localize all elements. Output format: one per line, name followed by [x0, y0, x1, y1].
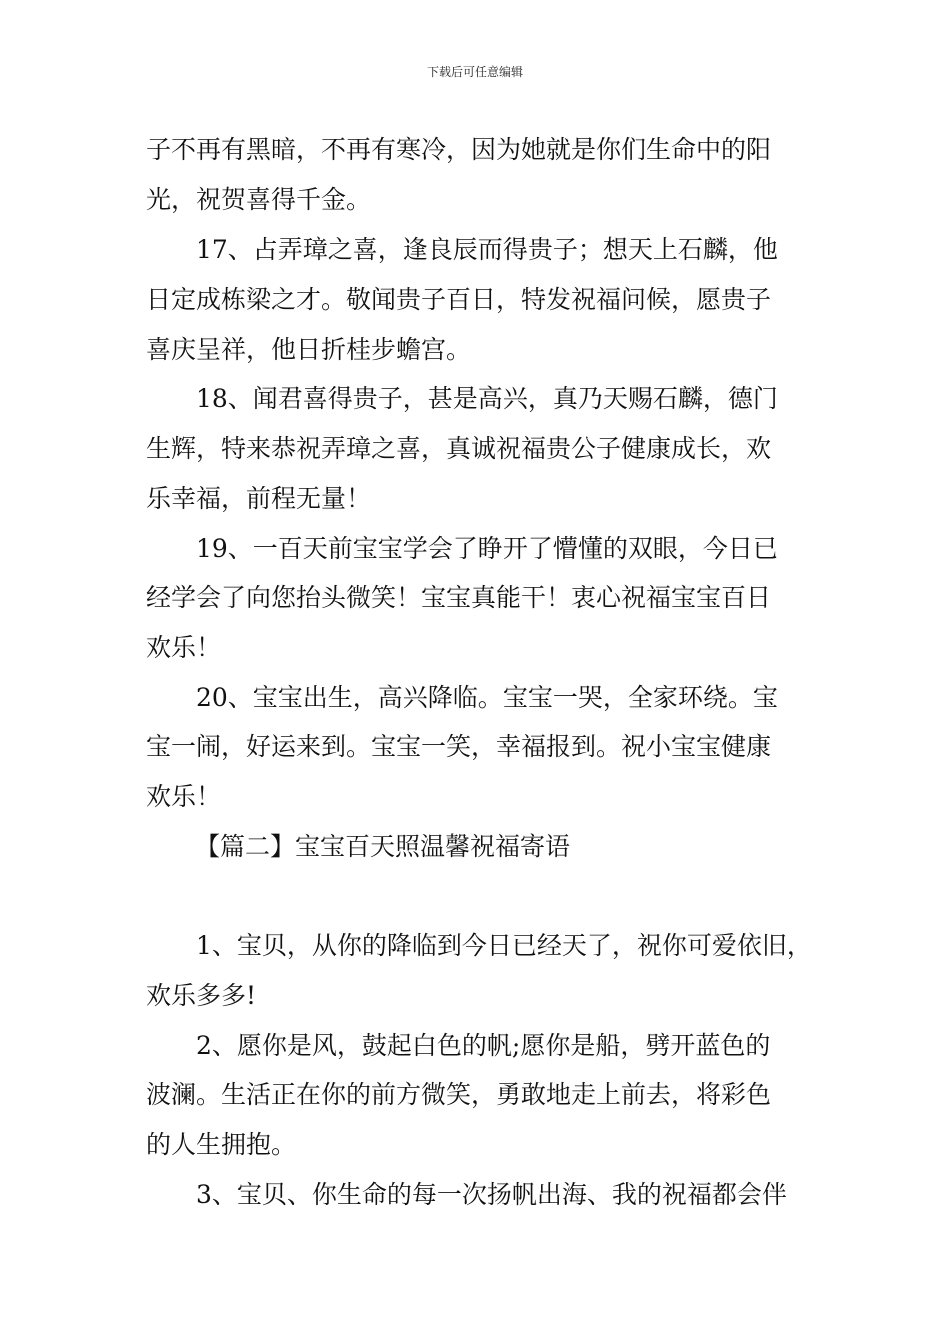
item-18-line: 18、闻君喜得贵子，甚是高兴，真乃天赐石麟，德门	[196, 384, 778, 413]
body-line: 经学会了向您抬头微笑！宝宝真能干！衷心祝福宝宝百日	[146, 583, 772, 612]
section-heading: 【篇二】宝宝百天照温馨祝福寄语	[195, 832, 571, 861]
item-2-line: 2、愿你是风，鼓起白色的帆;愿你是船，劈开蓝色的	[196, 1031, 771, 1060]
item-19-line: 19、一百天前宝宝学会了睁开了懵懂的双眼，今日已	[196, 534, 778, 563]
item-1-line: 1、宝贝，从你的降临到今日已经天了，祝你可爱依旧，	[196, 931, 812, 960]
body-line: 的人生拥抱。	[146, 1130, 297, 1159]
body-line: 光，祝贺喜得千金。	[146, 185, 372, 214]
body-line: 生辉，特来恭祝弄璋之喜，真诚祝福贵公子健康成长，欢	[146, 434, 772, 463]
page-header: 下载后可任意编辑	[426, 65, 523, 79]
item-17-line: 17、占弄璋之喜，逢良辰而得贵子；想天上石麟，他	[196, 235, 778, 264]
body-line: 宝一闹，好运来到。宝宝一笑，幸福报到。祝小宝宝健康	[146, 732, 772, 761]
body-line: 波澜。生活正在你的前方微笑，勇敢地走上前去，将彩色	[146, 1080, 772, 1109]
item-3-line: 3、宝贝、你生命的每一次扬帆出海、我的祝福都会伴	[196, 1180, 787, 1209]
body-line: 欢乐！	[146, 782, 222, 811]
body-line: 日定成栋梁之才。敬闻贵子百日，特发祝福问候，愿贵子	[146, 285, 772, 314]
item-20-line: 20、宝宝出生，高兴降临。宝宝一哭，全家环绕。宝	[196, 683, 778, 712]
body-line: 喜庆呈祥，他日折桂步蟾宫。	[146, 335, 472, 364]
body-line: 子不再有黑暗，不再有寒冷，因为她就是你们生命中的阳	[146, 135, 772, 164]
body-line: 乐幸福，前程无量！	[146, 484, 372, 513]
body-line: 欢乐多多!	[146, 981, 257, 1010]
body-line: 欢乐！	[146, 633, 222, 662]
